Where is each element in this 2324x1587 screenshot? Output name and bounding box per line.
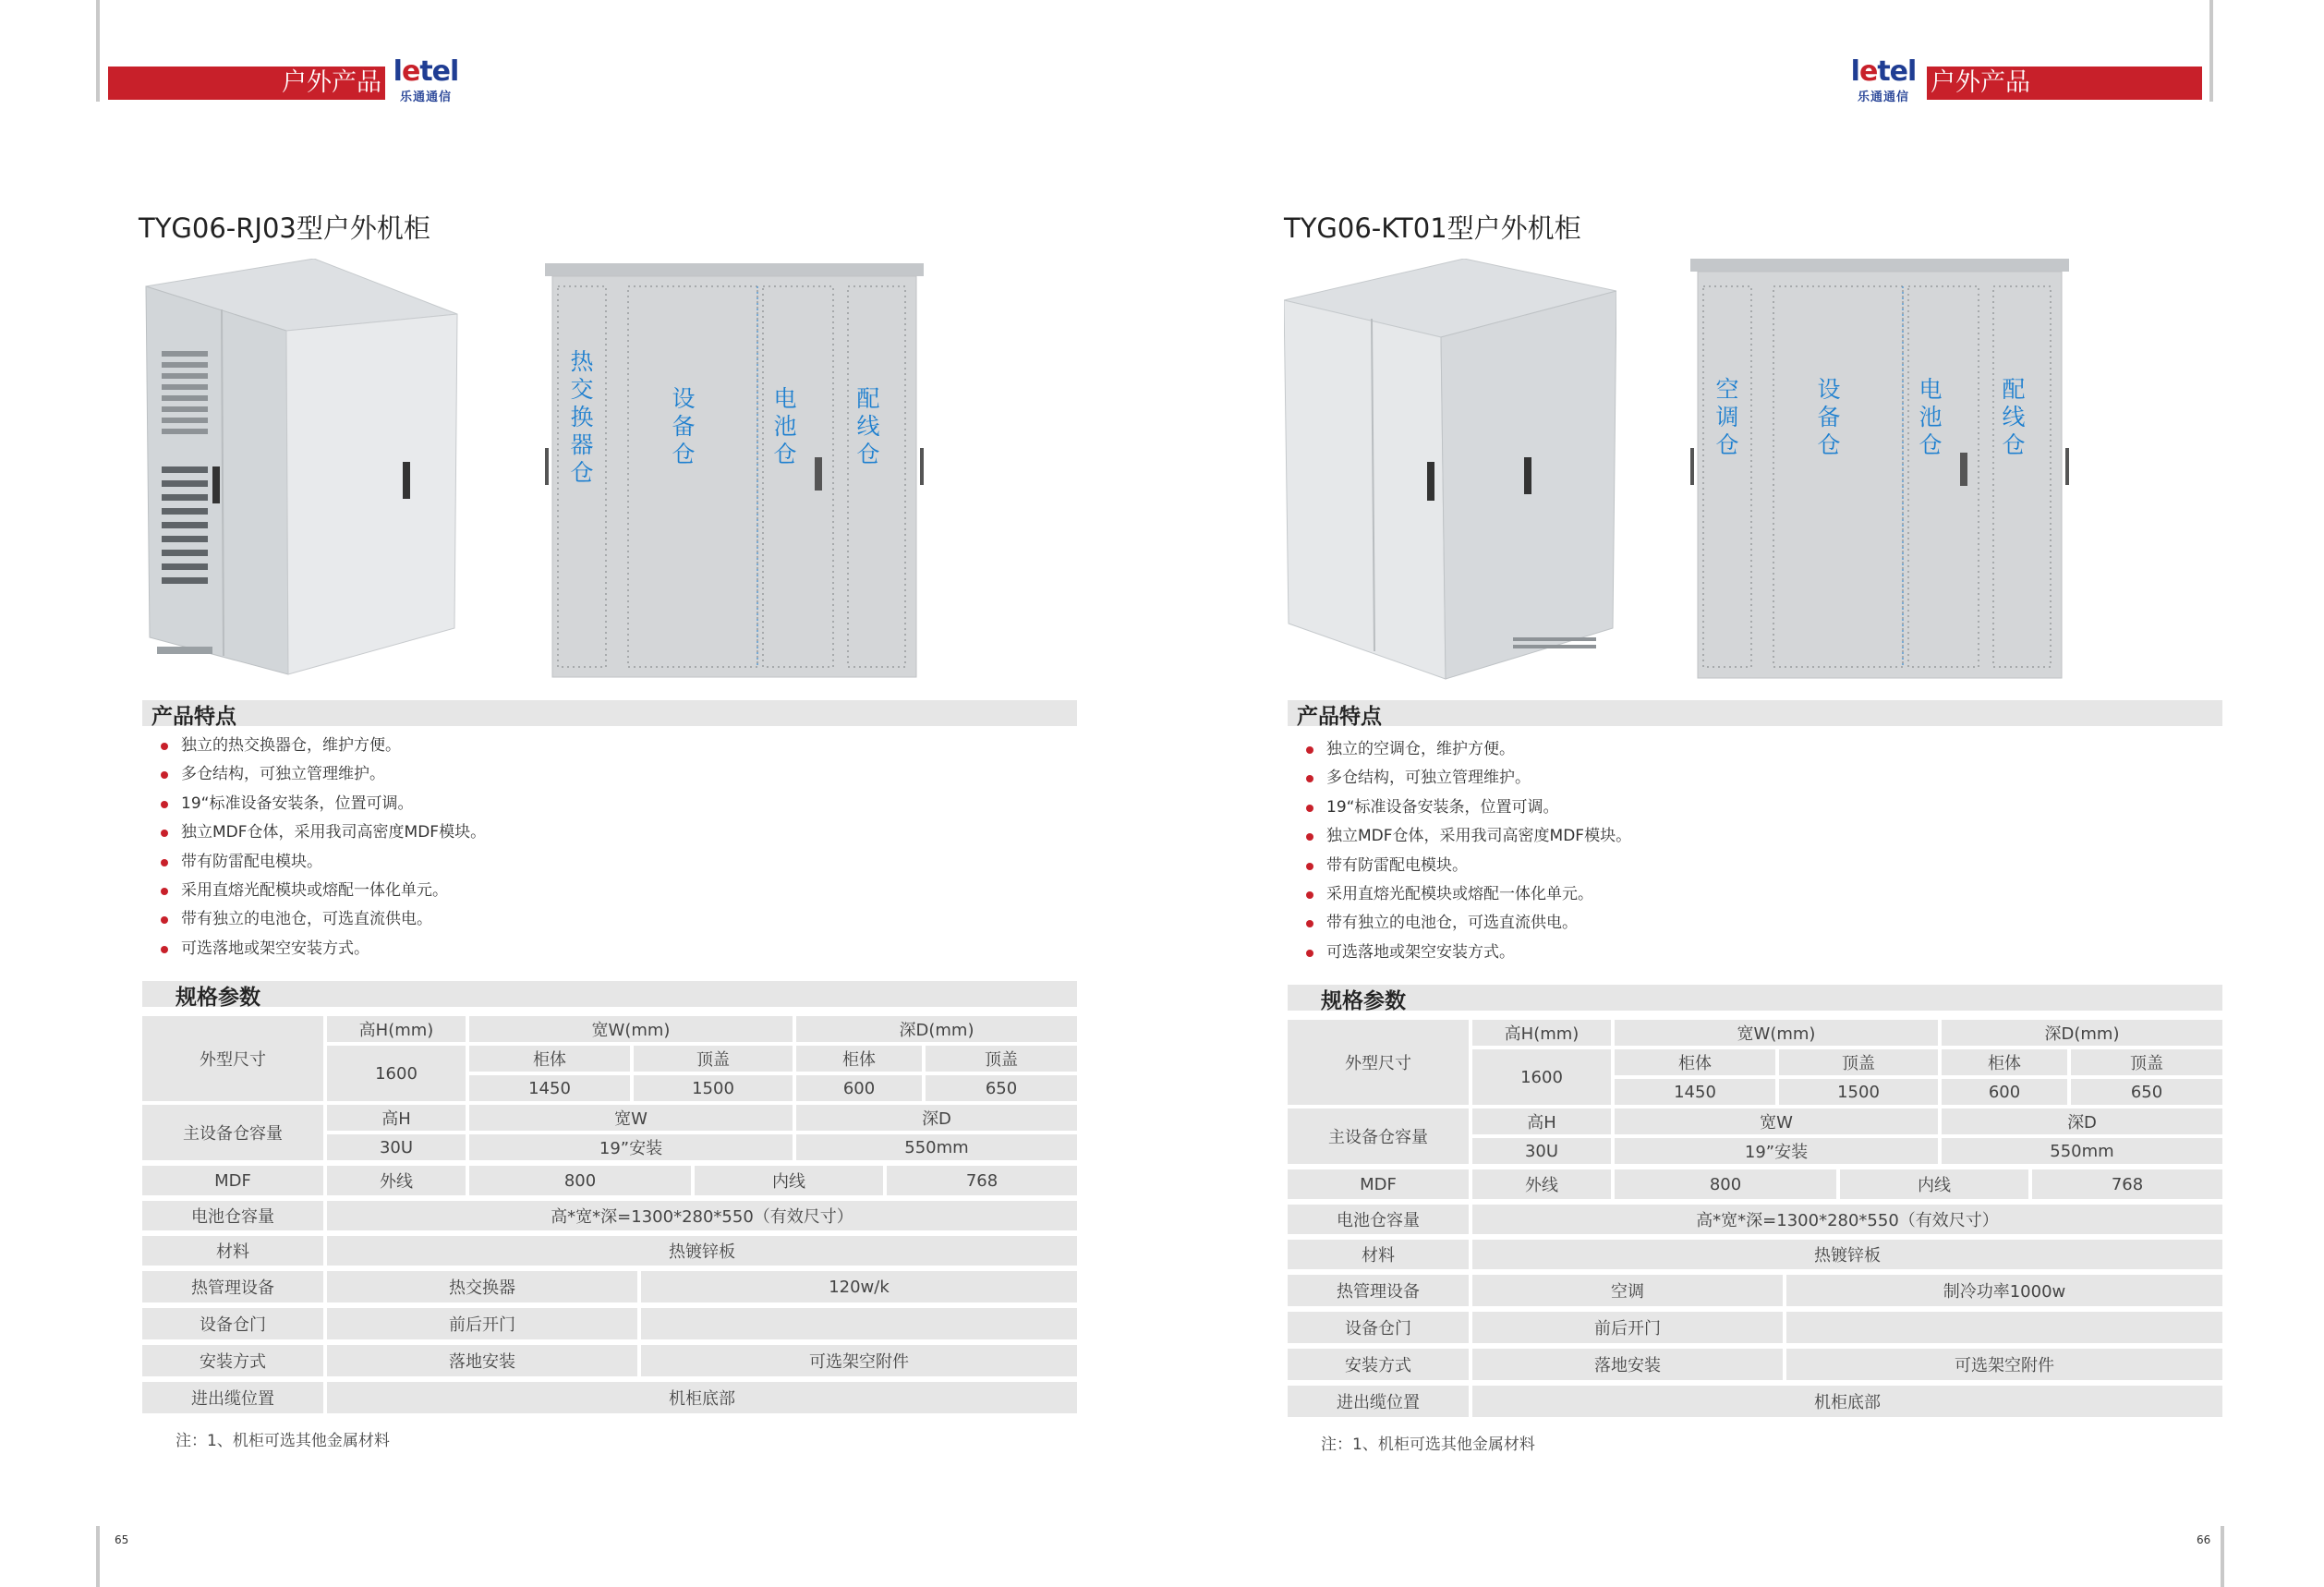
spec-label: 设备仓门 [1288, 1312, 1469, 1343]
spec-table [1288, 1020, 2222, 1426]
product-title: TYG06-KT01型户外机柜 [1284, 212, 1581, 244]
feature-item: 独立的热交换器仓，维护方便。 [161, 732, 486, 760]
spec-value [641, 1308, 1077, 1339]
feature-item: 带有防雷配电模块。 [161, 848, 486, 877]
feature-item: 19“标准设备安装条，位置可调。 [1306, 794, 1631, 822]
feature-item: 独立MDF仓体，采用我司高密度MDF模块。 [1306, 822, 1631, 851]
spec-value: 空调 [1472, 1275, 1783, 1306]
spec-value [1786, 1312, 2222, 1343]
spec-value: 600 [796, 1075, 922, 1101]
spec-value: 550mm [796, 1134, 1077, 1160]
spec-table [142, 1016, 1077, 1423]
spec-value: 高*宽*深=1300*280*550（有效尺寸） [327, 1201, 1077, 1230]
feature-item: 采用直熔光配模块或熔配一体化单元。 [161, 877, 486, 905]
logo-wordmark: letel [1850, 55, 1917, 88]
page-right [1284, 0, 2263, 1587]
spec-header: 深D(mm) [1942, 1020, 2222, 1046]
spec-subheader: 内线 [695, 1166, 883, 1195]
spec-label: 材料 [1288, 1240, 1469, 1269]
spec-header: 高H(mm) [1472, 1020, 1611, 1046]
product-title: TYG06-RJ03型户外机柜 [139, 212, 430, 244]
spec-label: 材料 [142, 1236, 323, 1266]
features-list [161, 732, 486, 963]
spec-label: MDF [1288, 1169, 1469, 1199]
spec-value: 768 [887, 1166, 1077, 1195]
spec-value: 800 [1615, 1169, 1836, 1199]
page-edge-line [96, 1526, 100, 1587]
compartment-label: 电池仓 [1919, 376, 1943, 458]
cabinet-photo-kt01 [1284, 259, 1616, 684]
spec-header: 宽W(mm) [1615, 1020, 1938, 1046]
spec-note: 注：1、机柜可选其他金属材料 [1321, 1436, 1535, 1454]
spec-value: 600 [1942, 1079, 2067, 1105]
feature-item: 可选落地或架空安装方式。 [1306, 939, 1631, 967]
section-header-right: 户外产品 [1927, 67, 2202, 100]
features-heading: 产品特点 [1297, 705, 1382, 729]
spec-value: 19”安装 [1615, 1138, 1938, 1164]
spec-subheader: 外线 [1472, 1169, 1611, 1199]
spec-header: 宽W(mm) [469, 1016, 793, 1042]
feature-item: 独立的空调仓，维护方便。 [1306, 735, 1631, 764]
spec-header: 高H(mm) [327, 1016, 466, 1042]
page-edge-line [96, 0, 100, 102]
spec-subheader: 外线 [327, 1166, 466, 1195]
spec-value: 前后开门 [1472, 1312, 1783, 1343]
spec-subheader: 柜体 [469, 1046, 630, 1072]
spec-value: 机柜底部 [1472, 1386, 2222, 1417]
spec-label: 安装方式 [1288, 1349, 1469, 1380]
spec-label: 主设备仓容量 [1288, 1108, 1469, 1164]
spec-value: 制冷功率1000w [1786, 1275, 2222, 1306]
spec-value: 30U [1472, 1138, 1611, 1164]
spec-value: 机柜底部 [327, 1382, 1077, 1413]
spec-subheader: 顶盖 [926, 1046, 1077, 1072]
feature-item: 带有独立的电池仓，可选直流供电。 [161, 905, 486, 934]
feature-item: 采用直熔光配模块或熔配一体化单元。 [1306, 880, 1631, 909]
spec-value: 1500 [634, 1075, 793, 1101]
compartment-label: 热交换器仓 [570, 348, 594, 486]
spec-value: 30U [327, 1134, 466, 1160]
spec-subheader: 高H [1472, 1108, 1611, 1134]
spec-label: 电池仓容量 [1288, 1205, 1469, 1234]
spec-label: 热管理设备 [142, 1271, 323, 1302]
spec-value: 热镀锌板 [327, 1236, 1077, 1266]
feature-item: 可选落地或架空安装方式。 [161, 935, 486, 963]
spec-subheader: 柜体 [1942, 1049, 2067, 1075]
page-number-left: 65 [115, 1533, 129, 1546]
spec-value: 550mm [1942, 1138, 2222, 1164]
spec-value: 120w/k [641, 1271, 1077, 1302]
section-header-left: 户外产品 [108, 67, 385, 100]
feature-item: 多仓结构，可独立管理维护。 [161, 760, 486, 789]
spec-label: 主设备仓容量 [142, 1105, 323, 1160]
compartment-label: 设备仓 [672, 385, 696, 467]
spec-value: 1450 [1615, 1079, 1775, 1105]
spec-value: 可选架空附件 [641, 1345, 1077, 1376]
spec-value: 落地安装 [1472, 1349, 1783, 1380]
logo-wordmark: letel [393, 55, 459, 88]
spec-label: 设备仓门 [142, 1308, 323, 1339]
spec-value: 650 [926, 1075, 1077, 1101]
specs-heading: 规格参数 [176, 986, 260, 1010]
spec-value: 前后开门 [327, 1308, 637, 1339]
compartment-label: 配线仓 [856, 385, 880, 467]
features-heading-bar [142, 700, 1077, 729]
spec-subheader: 高H [327, 1105, 466, 1131]
spec-value: 650 [2071, 1079, 2222, 1105]
spec-note: 注：1、机柜可选其他金属材料 [176, 1432, 390, 1450]
spec-label: 外型尺寸 [142, 1016, 323, 1101]
spec-label: 外型尺寸 [1288, 1020, 1469, 1105]
spec-label: 进出缆位置 [142, 1382, 323, 1413]
spec-value: 1450 [469, 1075, 630, 1101]
compartment-diagram [545, 259, 924, 684]
spec-subheader: 顶盖 [2071, 1049, 2222, 1075]
spec-subheader: 宽W [469, 1105, 793, 1131]
features-heading: 产品特点 [151, 705, 236, 729]
page-number-right: 66 [2197, 1533, 2211, 1546]
spec-subheader: 内线 [1840, 1169, 2028, 1199]
spec-subheader: 柜体 [796, 1046, 922, 1072]
feature-item: 多仓结构，可独立管理维护。 [1306, 764, 1631, 793]
spec-value: 落地安装 [327, 1345, 637, 1376]
logo-company-name: 乐通通信 [399, 91, 452, 104]
spec-value: 1500 [1779, 1079, 1938, 1105]
specs-heading-bar [1288, 985, 2222, 1011]
spec-value: 热镀锌板 [1472, 1240, 2222, 1269]
feature-item: 独立MDF仓体，采用我司高密度MDF模块。 [161, 818, 486, 847]
feature-item: 带有防雷配电模块。 [1306, 852, 1631, 880]
compartment-label: 设备仓 [1817, 376, 1841, 458]
compartment-label: 电池仓 [773, 385, 797, 467]
spec-value: 1600 [1472, 1049, 1611, 1105]
spec-value: 800 [469, 1166, 691, 1195]
features-list [1306, 735, 1631, 967]
spec-subheader: 深D [796, 1105, 1077, 1131]
page-left [139, 0, 1118, 1587]
spec-value: 19”安装 [469, 1134, 793, 1160]
spec-subheader: 顶盖 [634, 1046, 793, 1072]
spec-label: 电池仓容量 [142, 1201, 323, 1230]
spec-header: 深D(mm) [796, 1016, 1077, 1042]
specs-heading: 规格参数 [1321, 989, 1406, 1013]
compartment-diagram [1690, 259, 2069, 684]
spec-subheader: 宽W [1615, 1108, 1938, 1134]
cabinet-photo-rj03 [139, 259, 471, 684]
spec-subheader: 顶盖 [1779, 1049, 1938, 1075]
feature-item: 19“标准设备安装条，位置可调。 [161, 790, 486, 818]
compartment-label: 空调仓 [1715, 376, 1739, 458]
spec-label: MDF [142, 1166, 323, 1195]
feature-item: 带有独立的电池仓，可选直流供电。 [1306, 909, 1631, 938]
spec-subheader: 柜体 [1615, 1049, 1775, 1075]
specs-heading-bar [142, 981, 1077, 1010]
spec-value: 可选架空附件 [1786, 1349, 2222, 1380]
spec-label: 热管理设备 [1288, 1275, 1469, 1306]
features-heading-bar [1288, 700, 2222, 729]
spec-value: 768 [2032, 1169, 2222, 1199]
spec-subheader: 深D [1942, 1108, 2222, 1134]
spec-value: 热交换器 [327, 1271, 637, 1302]
logo-company-name: 乐通通信 [1857, 91, 1909, 104]
spec-value: 高*宽*深=1300*280*550（有效尺寸） [1472, 1205, 2222, 1234]
compartment-label: 配线仓 [2002, 376, 2026, 458]
spec-value: 1600 [327, 1046, 466, 1101]
spec-label: 进出缆位置 [1288, 1386, 1469, 1417]
spec-label: 安装方式 [142, 1345, 323, 1376]
